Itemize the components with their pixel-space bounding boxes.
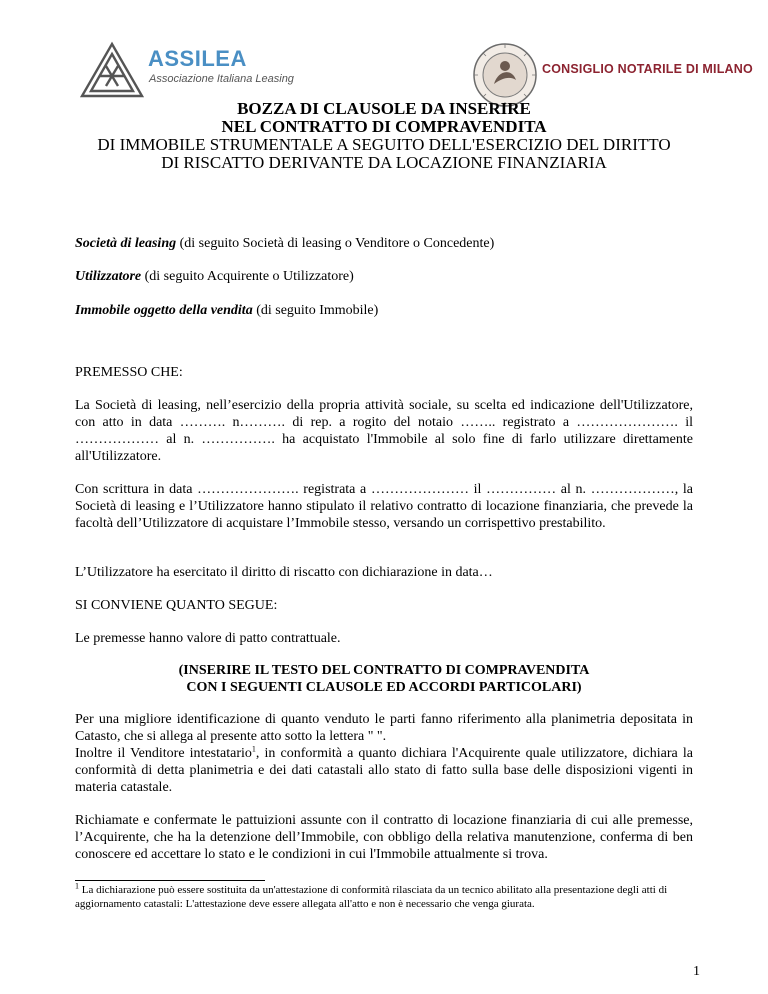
assilea-brand: ASSILEA <box>148 46 247 71</box>
conformita-text-start: Inoltre il Venditore intestatario <box>75 746 252 761</box>
party-term: Utilizzatore <box>75 269 142 284</box>
consiglio-notarile-logo <box>470 40 753 100</box>
insert-heading <box>75 662 693 696</box>
party-utilizzatore <box>75 268 693 285</box>
document-title <box>40 100 728 172</box>
assilea-logo <box>78 40 298 100</box>
party-term: Immobile oggetto della vendita <box>75 303 253 318</box>
party-desc: (di seguito Immobile) <box>252 303 379 318</box>
conformita-text-end: , in conformità a quanto dichiara l'Acquirente quale utilizzatore, dichiara la conformità di detta planimetria e dei dati catastali allo stato di fatto sulla base delle disposizioni vigenti in materia catastale. <box>75 746 693 795</box>
footnote-marker: 1 <box>75 881 79 891</box>
title-line-2: NEL CONTRATTO DI COMPRAVENDITA <box>221 117 547 136</box>
insert-heading-line-1: (INSERIRE IL TESTO DEL CONTRATTO DI COMPRAVENDITA <box>178 663 590 678</box>
footnote-text: La dichiarazione può essere sostituita da un'attestazione di conformità rilasciata da un tecnico abilitato alla presentazione degli atti di aggiornamento catastali: L'attestazione deve essere allegata all'atto e non è necessario che venga giurata. <box>75 884 668 910</box>
conviene-heading: SI CONVIENE QUANTO SEGUE: <box>75 598 278 613</box>
title-line-4: DI RISCATTO DERIVANTE DA LOCAZIONE FINANZIARIA <box>161 153 607 172</box>
paragraph-patto: Le premesse hanno valore di patto contrattuale. <box>75 631 341 646</box>
paragraph-planimetria <box>75 711 693 796</box>
planimetria-sentence: Per una migliore identificazione di quanto venduto le parti fanno riferimento alla planimetria depositata in Catasto, che si allega al presente atto sotto la lettera " ". <box>75 712 693 744</box>
assilea-subtitle: Associazione Italiana Leasing <box>149 73 294 85</box>
conformita-sentence <box>75 745 693 796</box>
footnote <box>75 881 693 911</box>
paragraph-premessa-1: La Società di leasing, nell’esercizio della propria attività sociale, su scelta ed indicazione dell'Utilizzatore, con atto in data ………. n………. di rep. a rogito del notaio …….. registrato a …………………. il ……………… al n. ……………. ha acquistato l'Immobile al solo fine di farlo utilizzare direttamente all'Utilizzatore. <box>75 398 693 464</box>
paragraph-richiamate: Richiamate e confermate le pattuizioni assunte con il contratto di locazione finanziaria di cui alle premesse, l’Acquirente, che ha la detenzione dell’Immobile, con obbligo della relativa manutenzione, conferma di ben conoscere ed accettare lo stato e le condizioni in cui l'Immobile attualmente si trova. <box>75 813 693 862</box>
party-immobile <box>75 302 693 319</box>
page-number: 1 <box>693 964 700 979</box>
paragraph-premessa-2: Con scrittura in data …………………. registrata a ………………… il …………… al n. ………………, la Società di leasing e l’Utilizzatore hanno stipulato il relativo contratto di locazione finanziaria, che prevede la facoltà dell’Utilizzatore di acquistare l’Immobile stesso, versando un corrispettivo prestabilito. <box>75 482 693 531</box>
paragraph-premessa-3: L’Utilizzatore ha esercitato il diritto di riscatto con dichiarazione in data… <box>75 565 493 580</box>
party-term: Società di leasing <box>75 236 177 251</box>
party-desc: (di seguito Società di leasing o Venditore o Concedente) <box>176 236 495 251</box>
premesso-heading: PREMESSO CHE: <box>75 365 183 380</box>
insert-heading-line-2: CON I SEGUENTI CLAUSOLE ED ACCORDI PARTICOLARI) <box>186 680 582 695</box>
party-leasing <box>75 235 693 252</box>
title-line-3: DI IMMOBILE STRUMENTALE A SEGUITO DELL'ESERCIZIO DEL DIRITTO <box>97 135 671 154</box>
footnote-ref: 1 <box>251 744 256 754</box>
footnote-divider <box>75 880 265 881</box>
party-desc: (di seguito Acquirente o Utilizzatore) <box>141 269 354 284</box>
title-line-1: BOZZA DI CLAUSOLE DA INSERIRE <box>237 99 531 118</box>
assilea-triangle-icon <box>78 40 146 102</box>
notarile-name: CONSIGLIO NOTARILE DI MILANO <box>542 62 753 76</box>
